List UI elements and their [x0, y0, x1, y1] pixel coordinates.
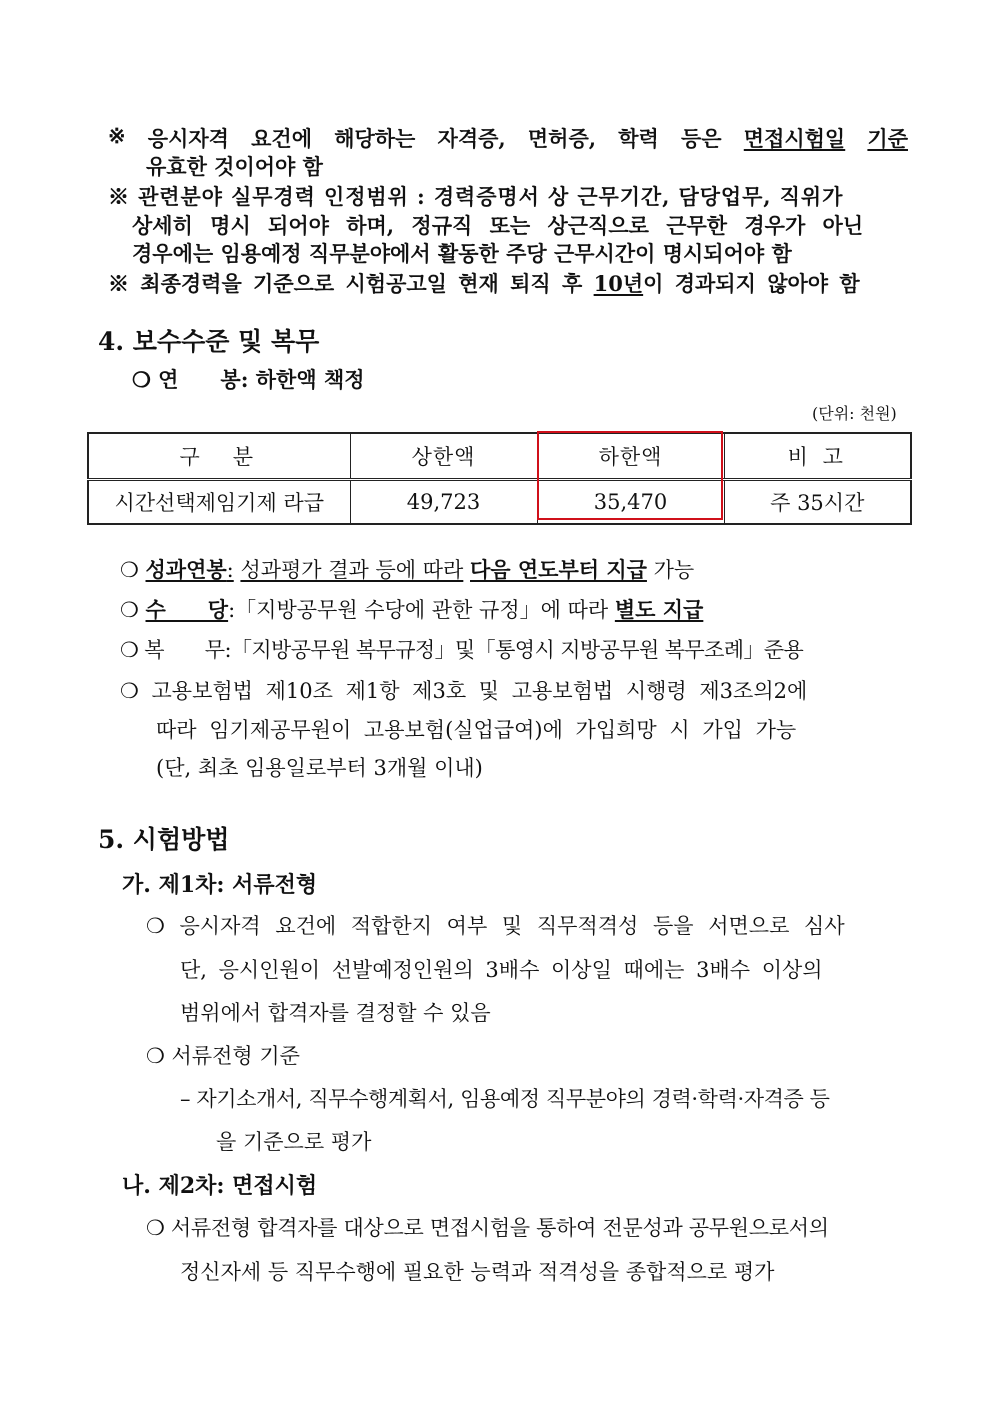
criteria-detail-line-2: 을 기준으로 평가 [216, 1130, 372, 1154]
bullet-insurance-line-2: 따라 임기제공무원이 고용보험(실업급여)에 가입희망 시 가입 가능 [156, 718, 797, 742]
cell-lower-limit: 35,470 [537, 480, 724, 525]
note-2-line-2: 상세히 명시 되어야 하며, 정규직 또는 상근직으로 근무한 경우가 아닌 [132, 213, 864, 238]
bullet-performance-pay: ❍ 성과연봉: 성과평가 결과 등에 따라 다음 연도부터 지급 가능 [120, 557, 695, 582]
step-2-bullet-line-1: ❍ 서류전형 합격자를 대상으로 면접시험을 통하여 전문성과 공무원으로서의 [146, 1216, 829, 1240]
header-lower-limit: 하한액 [537, 433, 724, 480]
section-5-title: 5. 시험방법 [98, 825, 230, 854]
step-1-bullet-line-1: ❍ 응시자격 요건에 적합한지 여부 및 직무적격성 등을 서면으로 심사 [146, 914, 845, 938]
section-4-title: 4. 보수수준 및 복무 [98, 327, 320, 356]
bullet-insurance-line-1: ❍ 고용보험법 제10조 제1항 제3호 및 고용보험법 시행령 제3조의2에 [120, 679, 808, 703]
criteria-detail-line-1: – 자기소개서, 직무수행계획서, 임용예정 직무분야의 경력·학력·자격증 등 [180, 1087, 830, 1111]
step-1-criteria: ❍ 서류전형 기준 [146, 1044, 300, 1068]
table-header-row [88, 433, 911, 480]
header-remarks: 비 고 [724, 433, 911, 480]
step-1-bullet-line-2: 단, 응시인원이 선발예정인원의 3배수 이상일 때에는 3배수 이상의 [180, 958, 823, 982]
step-1-bullet-line-3: 범위에서 합격자를 결정할 수 있음 [180, 1001, 491, 1025]
note-3: ※ 최종경력을 기준으로 시험공고일 현재 퇴직 후 10년이 경과되지 않아야 함 [108, 271, 860, 296]
cell-category: 시간선택제임기제 라급 [88, 480, 350, 525]
cell-remarks: 주 35시간 [724, 480, 911, 525]
note-1-line-2: 유효한 것이어야 함 [146, 154, 323, 179]
note-1-line-1: ※ 응시자격 요건에 해당하는 자격증, 면허증, 학력 등은 면접시험일 기준 [108, 123, 908, 151]
highlight-box [537, 431, 723, 520]
note-2-line-3: 경우에는 임용예정 직무분야에서 활동한 주당 근무시간이 명시되어야 함 [132, 241, 792, 266]
header-upper-limit: 상한액 [350, 433, 537, 480]
salary-line: ❍ 연 봉: 하한액 책정 [132, 367, 365, 392]
reference-mark-icon: ※ [108, 123, 126, 148]
bullet-service: ❍ 복 무:「지방공무원 복무규정」및「통영시 지방공무원 복무조례」준용 [120, 638, 804, 662]
step-1-title: 가. 제1차: 서류전형 [122, 872, 318, 898]
table-row [88, 480, 911, 525]
bullet-allowance: ❍ 수 당:「지방공무원 수당에 관한 규정」에 따라 별도 지급 [120, 597, 704, 622]
step-2-title: 나. 제2차: 면접시험 [122, 1173, 318, 1199]
underlined-interview-date: 면접시험일 [743, 126, 846, 151]
step-2-bullet-line-2: 정신자세 등 직무수행에 필요한 능력과 적격성을 종합적으로 평가 [180, 1260, 775, 1284]
bullet-insurance-line-3: (단, 최초 임용일로부터 3개월 이내) [156, 756, 483, 780]
header-category: 구 분 [88, 433, 350, 480]
salary-table [87, 432, 912, 525]
cell-upper-limit: 49,723 [350, 480, 537, 525]
unit-label: (단위: 천원) [812, 404, 897, 423]
note-2-line-1: ※ 관련분야 실무경력 인정범위 : 경력증명서 상 근무기간, 담당업무, 직위가 [108, 184, 844, 209]
